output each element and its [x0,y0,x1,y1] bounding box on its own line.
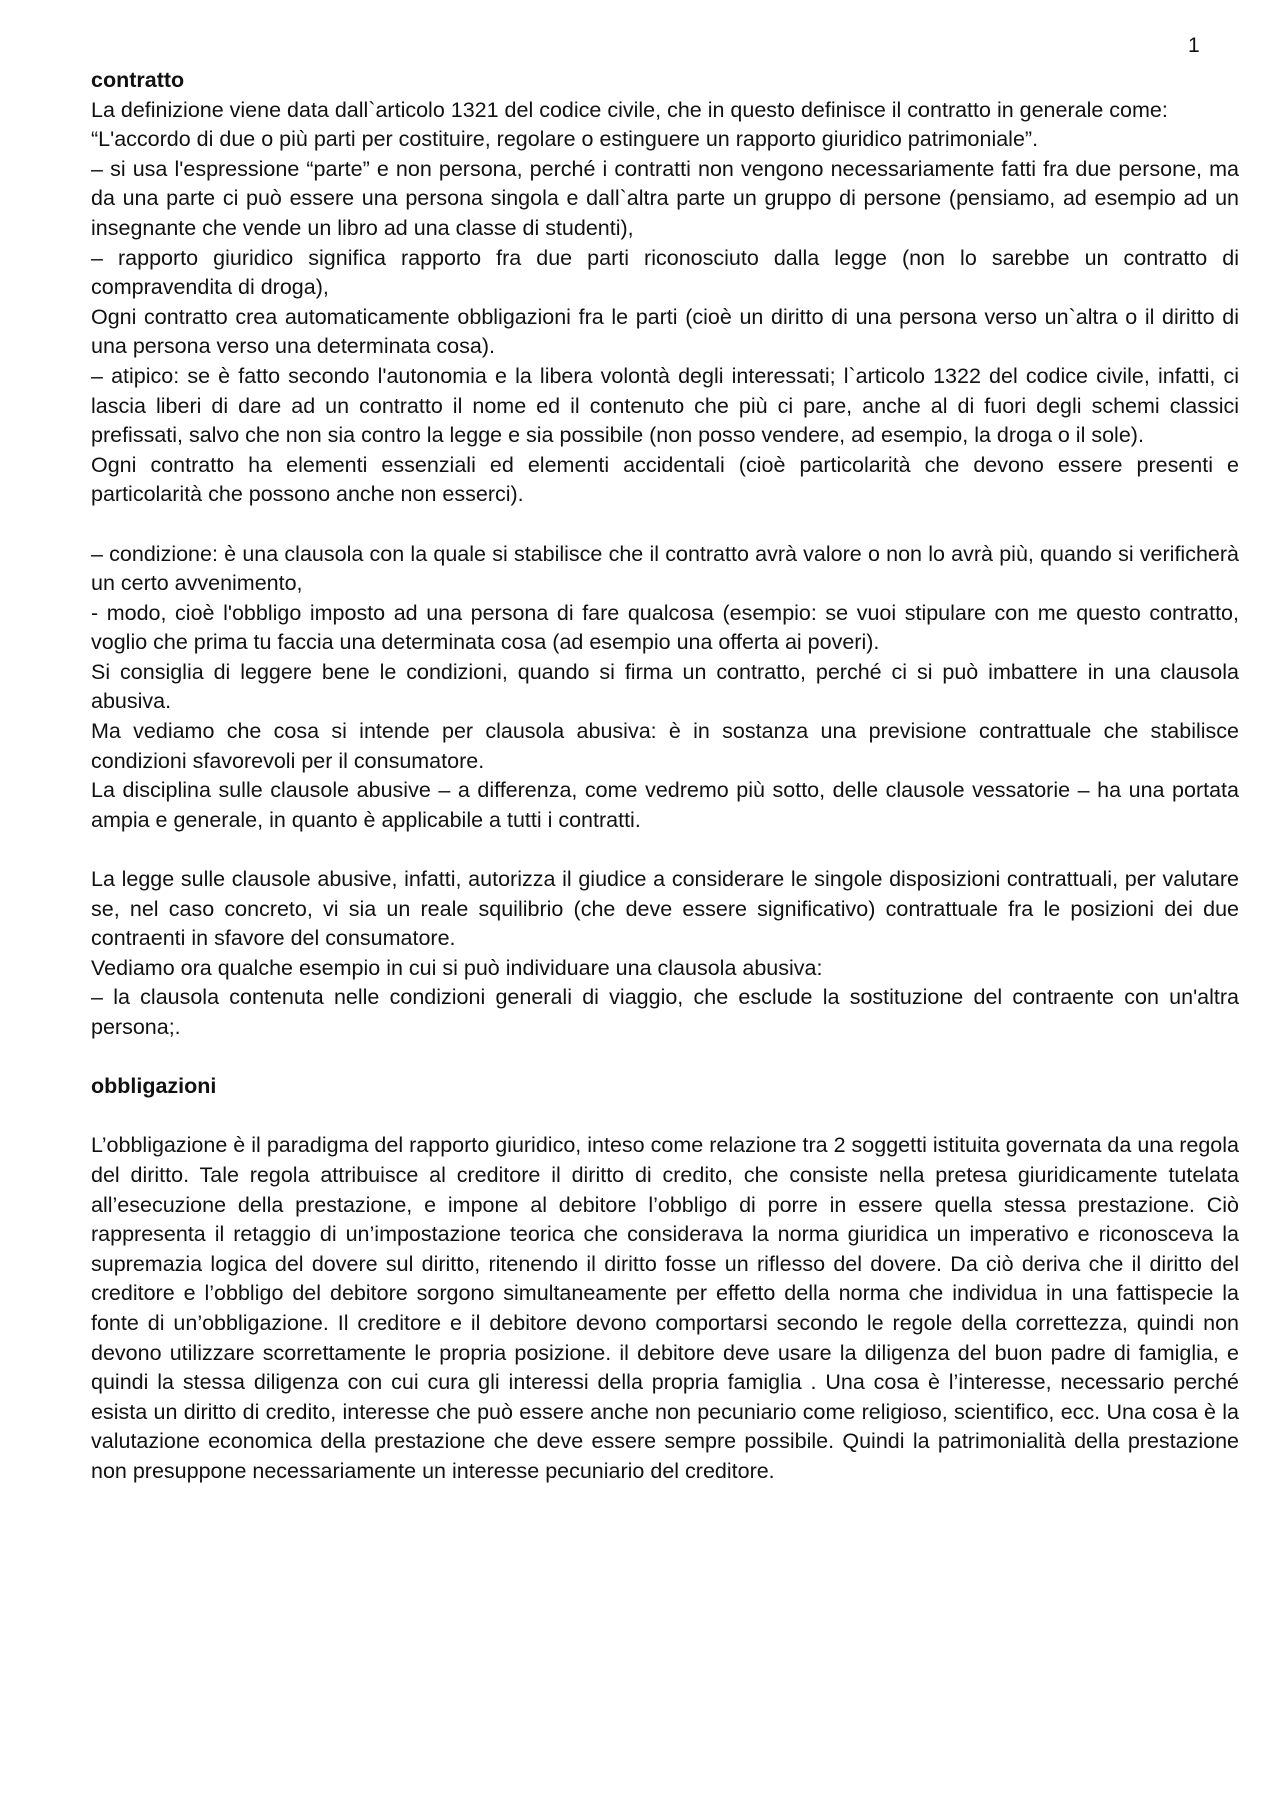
paragraph: – atipico: se è fatto secondo l'autonomia e la libera volontà degli interessati; l`articolo 1322 del codice civile, infatti, ci lascia liberi di dare ad un contratto il nome ed il contenuto che più ci pare, anche al di fuori degli schemi classici prefissati, salvo che non sia contro la legge e sia possibile (non posso vendere, ad esempio, la droga o il sole). [91,363,1239,448]
paragraph: L’obbligazione è il paradigma del rapporto giuridico, inteso come relazione tra 2 soggetti istituita governata da una regola del diritto. Tale regola attribuisce al creditore il diritto di credito, che consiste nella pretesa giuridicamente tutelata all’esecuzione della prestazione, e impone al debitore l’obbligo di porre in essere quella stessa prestazione. Ciò rappresenta il retaggio di un’impostazione teorica che considerava la norma giuridica un imperativo e riconosceva la supremazia logica del dovere sul diritto, ritenendo il diritto fosse un riflesso del dovere. Da ciò deriva che il diritto del creditore e l’obbligo del debitore sorgono simultaneamente per effetto della norma che individua in una fattispecie la fonte di un’obbligazione. Il creditore e il debitore devono comportarsi secondo le regole della correttezza, quindi non devono utilizzare scorrettamente le propria posizione. il debitore deve usare la diligenza del buon padre di famiglia, e quindi la stessa diligenza con cui cura gli interessi della propria famiglia . Una cosa è l’interesse, necessario perché esista un diritto di credito, interesse che può essere anche non pecuniario come religioso, scientifico, ecc. Una cosa è la valutazione economica della prestazione che deve essere sempre possibile. Quindi la patrimonialità della prestazione non presuppone necessariamente un interesse pecuniario del creditore. [91,1133,1239,1483]
paragraph: Ogni contratto ha elementi essenziali ed elementi accidentali (cioè particolarità che devono essere presenti e particolarità che possono anche non esserci). [91,452,1239,507]
paragraph: – condizione: è una clausola con la quale si stabilisce che il contratto avrà valore o non lo avrà più, quando si verificherà un certo avvenimento, [91,541,1239,596]
paragraph: – si usa l'espressione “parte” e non persona, perché i contratti non vengono necessariamente fatti fra due persone, ma da una parte ci può essere una persona singola e dall`altra parte un gruppo di persone (pensiamo, ad esempio ad un insegnante che vende un libro ad una classe di studenti), [91,156,1239,240]
paragraph-spacer [91,1043,1239,1073]
paragraph: Ma vediamo che cosa si intende per clausola abusiva: è in sostanza una previsione contrattuale che stabilisce condizioni sfavorevoli per il consumatore. [91,719,1239,773]
paragraph-spacer [91,510,1239,540]
paragraph-spacer [91,1102,1239,1132]
paragraph: Ogni contratto crea automaticamente obbligazioni fra le parti (cioè un diritto di una persona verso un`altra o il diritto di una persona verso una determinata cosa). [91,304,1239,359]
paragraph: La disciplina sulle clausole abusive – a differenza, come vedremo più sotto, delle clausole vessatorie – ha una portata ampia e generale, in quanto è applicabile a tutti i contratti. [91,778,1239,832]
paragraph: “L'accordo di due o più parti per costituire, regolare o estinguere un rapporto giuridico patrimoniale”. [91,127,1039,152]
document-body [91,66,1239,1487]
page-number: 1 [1188,34,1200,57]
paragraph: La definizione viene data dall`articolo 1321 del codice civile, che in questo definisce il contratto in generale come: [91,97,1168,122]
paragraph: Vediamo ora qualche esempio in cui si può individuare una clausola abusiva: [91,955,823,980]
section-heading-obbligazioni: obbligazioni [91,1074,217,1099]
paragraph-spacer [91,835,1239,865]
section-heading-contratto: contratto [91,68,185,92]
paragraph: – rapporto giuridico significa rapporto fra due parti riconosciuto dalla legge (non lo sarebbe un contratto di compravendita di droga), [91,245,1239,300]
paragraph: - modo, cioè l'obbligo imposto ad una persona di fare qualcosa (esempio: se vuoi stipulare con me questo contratto, voglio che prima tu faccia una determinata cosa (ad esempio una offerta ai poveri). [91,600,1239,655]
paragraph: La legge sulle clausole abusive, infatti, autorizza il giudice a considerare le singole disposizioni contrattuali, per valutare se, nel caso concreto, vi sia un reale squilibrio (che deve essere significativo) contrattuale fra le posizioni dei due contraenti in sfavore del consumatore. [91,867,1239,951]
paragraph: Si consiglia di leggere bene le condizioni, quando si firma un contratto, perché ci si può imbattere in una clausola abusiva. [91,659,1239,714]
paragraph: – la clausola contenuta nelle condizioni generali di viaggio, che esclude la sostituzione del contraente con un'altra persona;. [91,985,1239,1039]
